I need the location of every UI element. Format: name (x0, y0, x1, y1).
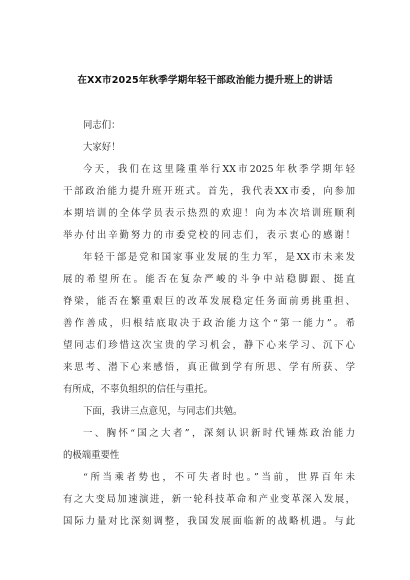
body-line: 善作善成，归根结底取决于政治能力这个“第一能力”。希 (63, 318, 355, 329)
body-line: 脊梁，能否在繁重艰巨的改革发展稳定任务面前勇挑重担、 (63, 296, 355, 307)
body-line: 本期培训的全体学员表示热烈的欢迎！向为本次培训班顺利 (63, 208, 355, 219)
body-line: 同志们： (83, 120, 121, 131)
document-body (63, 115, 355, 533)
body-line: 下面，我讲三点意见，与同志们共勉。 (83, 406, 243, 417)
body-line: 的极端重要性 (63, 450, 120, 461)
body-line: 举办付出辛勤努力的市委党校的同志们，表示衷心的感谢！ (63, 230, 355, 241)
body-line: 干部政治能力提升班开班式。首先，我代表XX市委，向参加 (63, 186, 355, 197)
body-line: 年轻干部是党和国家事业发展的生力军，是XX市未来发 (83, 252, 355, 263)
body-line: 望同志们珍惜这次宝贵的学习机会，静下心来学习、沉下心 (63, 340, 355, 351)
document-title: 在XX市2025年秋季学期年轻干部政治能力提升班上的讲话 (77, 75, 333, 86)
body-line: 今天，我们在这里隆重举行XX市2025年秋季学期年轻 (83, 164, 355, 175)
body-line: 有之大变局加速演进，新一轮科技革命和产业变革深入发展， (63, 494, 355, 505)
body-line: 展的希望所在。能否在复杂严峻的斗争中站稳脚跟、挺直 (63, 274, 355, 285)
body-line: “所当乘者势也，不可失者时也。”当前，世界百年未 (83, 472, 355, 483)
body-line: 有所成，不辜负组织的信任与重托。 (63, 384, 214, 395)
body-line: 国际力量对比深刻调整，我国发展面临新的战略机遇。与此 (63, 516, 355, 527)
body-line: 来思考、潜下心来感悟，真正做到学有所思、学有所获、学 (63, 362, 355, 373)
body-line: 一、胸怀“国之大者”，深刻认识新时代锤炼政治能力 (83, 428, 355, 439)
body-line: 大家好！ (83, 142, 121, 153)
